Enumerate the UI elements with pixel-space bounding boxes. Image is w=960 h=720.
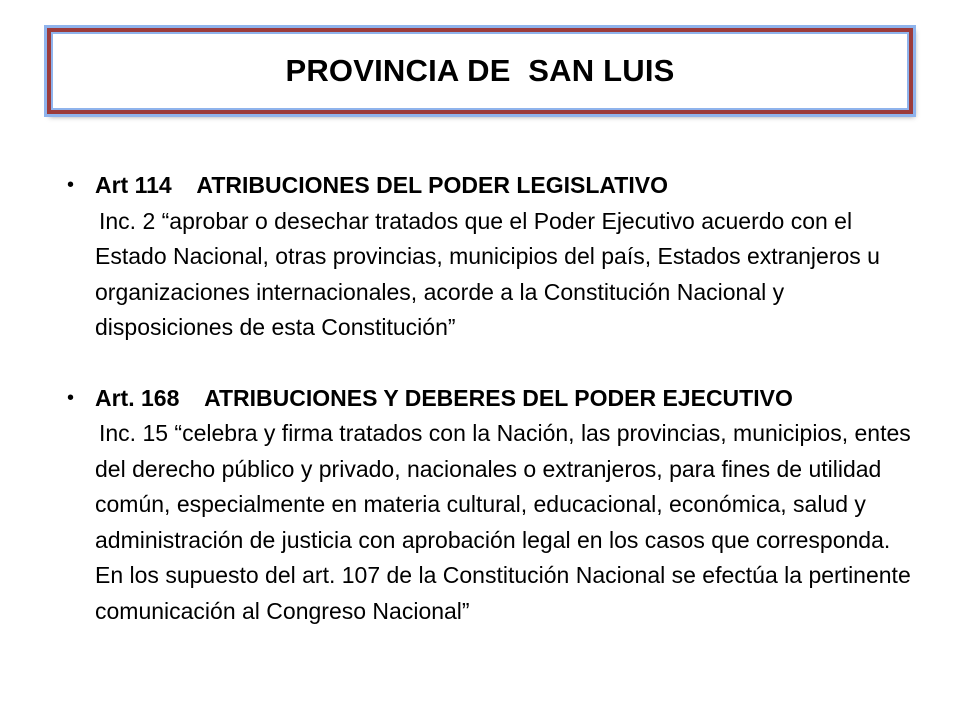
title-box <box>47 28 913 114</box>
bullet-icon: • <box>67 386 75 409</box>
slide-title: PROVINCIA DE SAN LUIS <box>285 53 675 88</box>
list-item-art-114 <box>67 168 917 346</box>
article-heading: Art. 168 ATRIBUCIONES Y DEBERES DEL PODER EJECUTIVO <box>95 384 793 411</box>
slide-content <box>67 168 917 629</box>
bullet-icon: • <box>67 174 75 196</box>
list-item-art-168 <box>67 381 917 630</box>
article-text <box>95 416 917 629</box>
article-text <box>95 204 917 346</box>
article-heading: Art 114 ATRIBUCIONES DEL PODER LEGISLATIVO <box>95 172 668 198</box>
article-text-content: Inc. 15 “celebra y firma tratados con la Nación, las provincias, municipios, entes del derecho público y privado, nacionales o extranjeros, para fines de utilidad común, especialmente en materia cultural, educacional, económica, salud y administración de justicia con aprobación legal en los casos que corresponda. En los supuesto del art. 107 de la Constitución Nacional se efectúa la pertinente comunicación al Congreso Nacional” <box>95 420 911 624</box>
article-text-content: Inc. 2 “aprobar o desechar tratados que el Poder Ejecutivo acuerdo con el Estado Nacional, otras provincias, municipios del país, Estados extranjeros u organizaciones internacionales, acorde a la Constitución Nacional y disposiciones de esta Constitución” <box>95 207 880 340</box>
